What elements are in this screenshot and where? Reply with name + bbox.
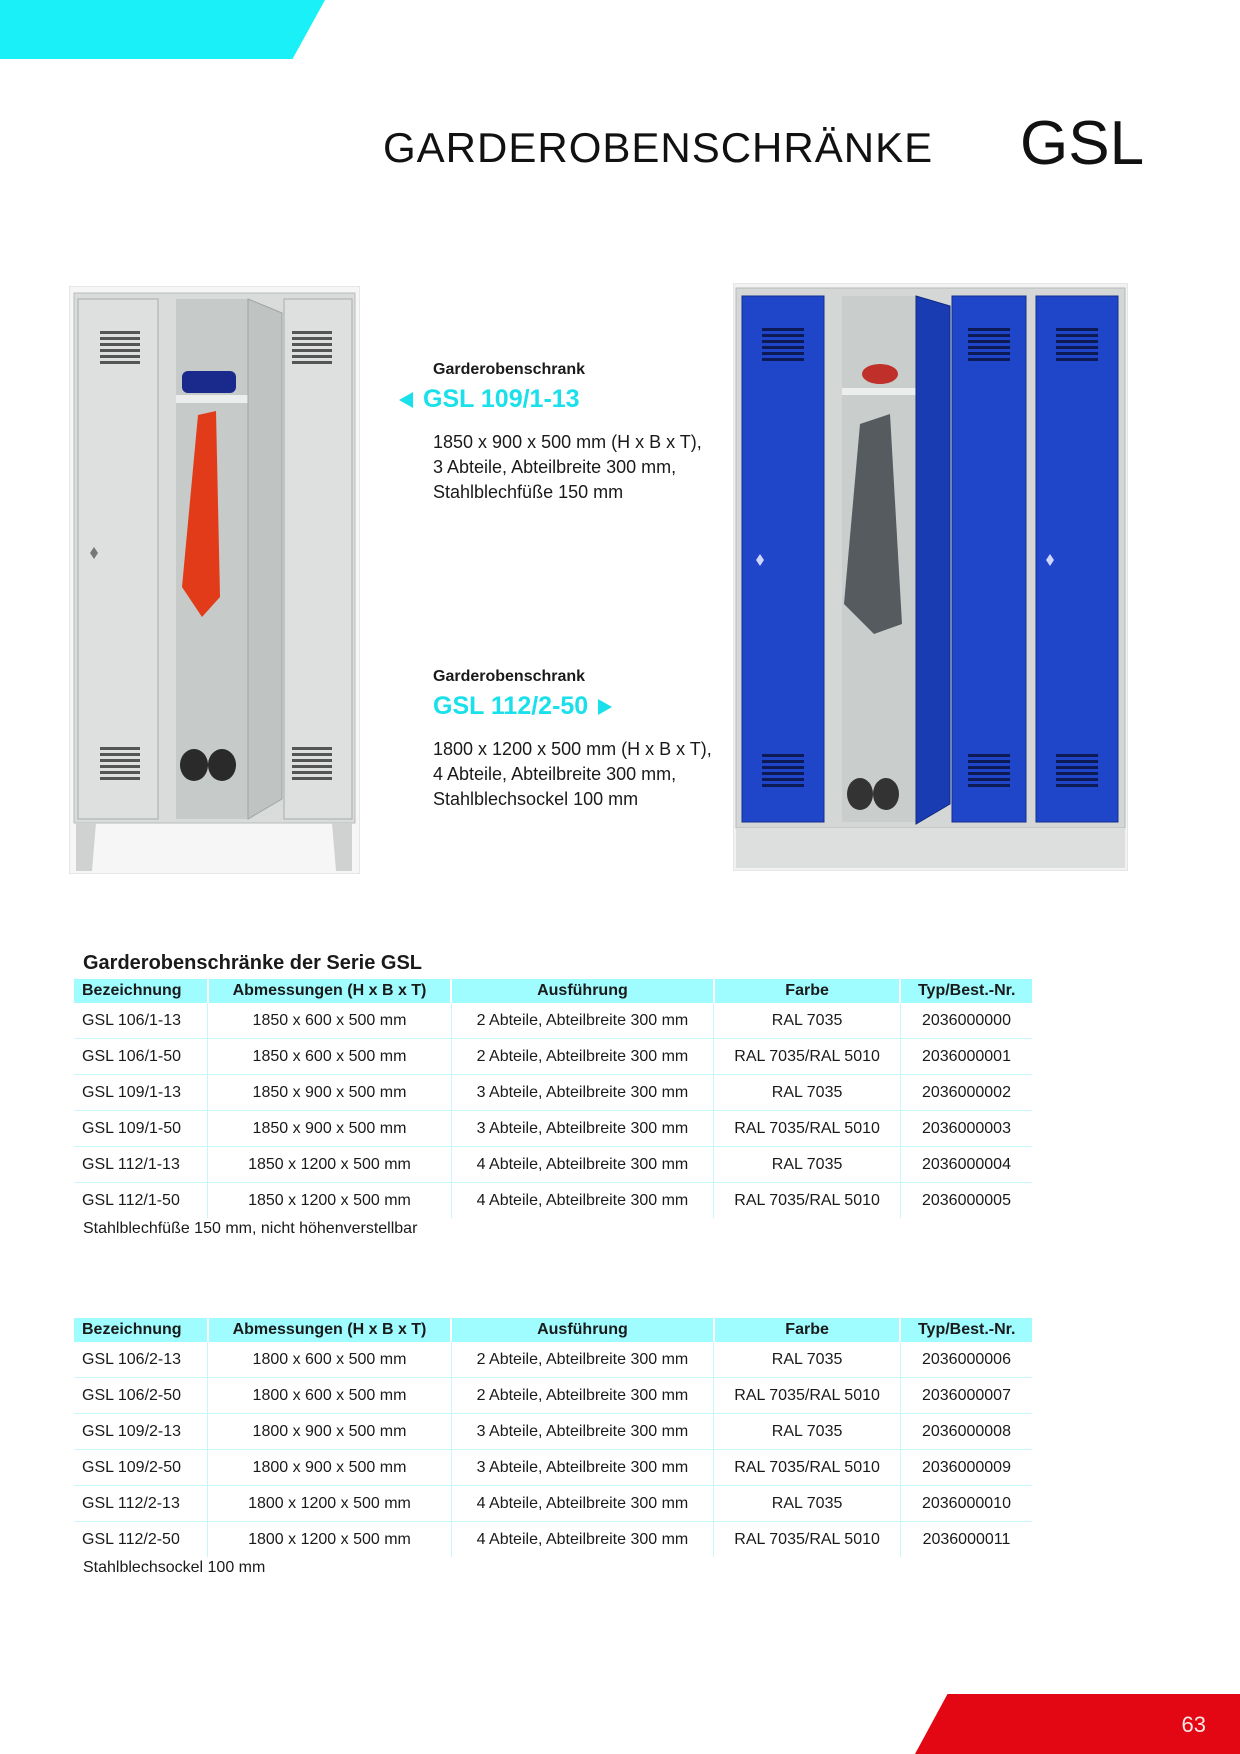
table-cell: 3 Abteile, Abteilbreite 300 mm [451, 1414, 714, 1450]
table-cell: 1800 x 1200 x 500 mm [208, 1522, 451, 1558]
table-cell: 1850 x 1200 x 500 mm [208, 1183, 451, 1219]
table-cell: RAL 7035 [714, 1414, 901, 1450]
table-cell: 2036000003 [900, 1111, 1032, 1147]
table-cell: 2036000004 [900, 1147, 1032, 1183]
spec-table-plinth [74, 1318, 1032, 1557]
table-cell: GSL 112/1-50 [74, 1183, 208, 1219]
table-cell: RAL 7035 [714, 1486, 901, 1522]
product-photo-gsl-109-1-13 [69, 286, 360, 874]
callout-desc-line: Stahlblechfüße 150 mm [433, 482, 624, 502]
table-cell: RAL 7035/RAL 5010 [714, 1522, 901, 1558]
table-row [74, 1075, 1032, 1111]
table-cell: RAL 7035/RAL 5010 [714, 1378, 901, 1414]
column-header: Typ/Best.-Nr. [900, 979, 1032, 1003]
column-header: Abmessungen (H x B x T) [208, 1318, 451, 1342]
table-row [74, 1378, 1032, 1414]
column-header: Typ/Best.-Nr. [900, 1318, 1032, 1342]
table-title: Garderobenschränke der Serie GSL [83, 952, 423, 974]
column-header: Farbe [714, 1318, 901, 1342]
column-header: Bezeichnung [74, 1318, 208, 1342]
table-cell: GSL 106/2-50 [74, 1378, 208, 1414]
table-cell: GSL 106/2-13 [74, 1342, 208, 1378]
table-row [74, 1003, 1032, 1039]
column-header: Farbe [714, 979, 901, 1003]
table-row [74, 1414, 1032, 1450]
callout-code: GSL 109/1-13 [423, 385, 580, 413]
table-row [74, 1039, 1032, 1075]
table-cell: 2 Abteile, Abteilbreite 300 mm [451, 1342, 714, 1378]
column-header: Ausführung [451, 979, 714, 1003]
product-photo-gsl-112-2-50 [733, 283, 1128, 871]
table-cell: 2036000001 [900, 1039, 1032, 1075]
table-cell: 3 Abteile, Abteilbreite 300 mm [451, 1450, 714, 1486]
table-cell: RAL 7035/RAL 5010 [714, 1183, 901, 1219]
table-cell: 4 Abteile, Abteilbreite 300 mm [451, 1147, 714, 1183]
table-row [74, 1450, 1032, 1486]
table-row [74, 1147, 1032, 1183]
callout-desc-line: 1850 x 900 x 500 mm (H x B x T), [433, 432, 702, 452]
table-cell: 2036000010 [900, 1486, 1032, 1522]
table-cell: 1800 x 900 x 500 mm [208, 1450, 451, 1486]
table-cell: GSL 109/2-13 [74, 1414, 208, 1450]
table-header-row [74, 1318, 1032, 1342]
table-cell: 4 Abteile, Abteilbreite 300 mm [451, 1183, 714, 1219]
table-cell: 1800 x 1200 x 500 mm [208, 1486, 451, 1522]
table-note: Stahlblechsockel 100 mm [83, 1559, 266, 1576]
column-header: Ausführung [451, 1318, 714, 1342]
callout-label: Garderobenschrank [433, 668, 586, 685]
table-row [74, 1111, 1032, 1147]
table-cell: 1850 x 900 x 500 mm [208, 1111, 451, 1147]
top-corner-accent [0, 0, 325, 59]
table-cell: GSL 109/1-13 [74, 1075, 208, 1111]
table-cell: 1850 x 600 x 500 mm [208, 1003, 451, 1039]
arrow-left-icon [399, 392, 413, 408]
callout-desc-line: 3 Abteile, Abteilbreite 300 mm, [433, 457, 677, 477]
table-cell: 2 Abteile, Abteilbreite 300 mm [451, 1378, 714, 1414]
callout-label: Garderobenschrank [433, 361, 586, 378]
table-cell: 1850 x 1200 x 500 mm [208, 1147, 451, 1183]
table-cell: RAL 7035/RAL 5010 [714, 1450, 901, 1486]
table-cell: 2036000005 [921, 1191, 1011, 1209]
table-cell: RAL 7035/RAL 5010 [714, 1111, 901, 1147]
table-cell: 1850 x 900 x 500 mm [208, 1075, 451, 1111]
page-number: 63 [1181, 1712, 1206, 1737]
table-cell: RAL 7035 [714, 1147, 901, 1183]
series-code: GSL [1020, 109, 1145, 178]
table-cell: 2036000009 [900, 1450, 1032, 1486]
table-cell: 2036000011 [922, 1530, 1011, 1548]
spec-table-feet [74, 979, 1032, 1218]
table-row [74, 1342, 1032, 1378]
table-cell: 2 Abteile, Abteilbreite 300 mm [451, 1003, 714, 1039]
table-row [74, 1522, 1032, 1558]
table-cell: 1800 x 600 x 500 mm [208, 1378, 451, 1414]
column-header: Bezeichnung [74, 979, 208, 1003]
table-cell: 4 Abteile, Abteilbreite 300 mm [451, 1486, 714, 1522]
table-cell: 1800 x 600 x 500 mm [208, 1342, 451, 1378]
table-note: Stahlblechfüße 150 mm, nicht höhenverstellbar [83, 1220, 418, 1237]
table-cell: GSL 112/2-50 [74, 1522, 208, 1558]
table-cell: 2 Abteile, Abteilbreite 300 mm [451, 1039, 714, 1075]
callout-gsl-112-2-50 [433, 668, 712, 812]
table-cell: RAL 7035 [714, 1342, 901, 1378]
table-cell: GSL 106/1-13 [74, 1003, 208, 1039]
table-cell: 2036000002 [900, 1075, 1032, 1111]
arrow-right-icon [598, 699, 612, 715]
table-cell: 1800 x 900 x 500 mm [208, 1414, 451, 1450]
table-cell: 2036000008 [900, 1414, 1032, 1450]
table-row [74, 1486, 1032, 1522]
column-header: Abmessungen (H x B x T) [208, 979, 451, 1003]
table-cell: GSL 106/1-50 [74, 1039, 208, 1075]
table-cell: 3 Abteile, Abteilbreite 300 mm [451, 1075, 714, 1111]
table-cell: RAL 7035/RAL 5010 [714, 1039, 901, 1075]
page-title: GARDEROBENSCHRÄNKE [383, 124, 934, 171]
callout-gsl-109-1-13 [423, 361, 702, 505]
table-cell: 2036000006 [900, 1342, 1032, 1378]
table-cell: GSL 109/1-50 [74, 1111, 208, 1147]
table-cell: 2036000000 [900, 1003, 1032, 1039]
callout-desc-line: 1800 x 1200 x 500 mm (H x B x T), [433, 739, 712, 759]
table-cell: 3 Abteile, Abteilbreite 300 mm [451, 1111, 714, 1147]
table-cell: GSL 112/1-13 [74, 1147, 208, 1183]
table-header-row [74, 979, 1032, 1003]
table-cell: RAL 7035 [714, 1003, 901, 1039]
table-cell: GSL 112/2-13 [74, 1486, 208, 1522]
table-cell: RAL 7035 [714, 1075, 901, 1111]
table-cell: 1850 x 600 x 500 mm [208, 1039, 451, 1075]
callout-code: GSL 112/2-50 [433, 692, 589, 720]
table-cell: 4 Abteile, Abteilbreite 300 mm [451, 1522, 714, 1558]
table-row [74, 1183, 1032, 1219]
table-cell: 2036000007 [900, 1378, 1032, 1414]
callout-desc-line: Stahlblechsockel 100 mm [433, 789, 639, 809]
callout-desc-line: 4 Abteile, Abteilbreite 300 mm, [433, 764, 677, 784]
table-cell: GSL 109/2-50 [74, 1450, 208, 1486]
